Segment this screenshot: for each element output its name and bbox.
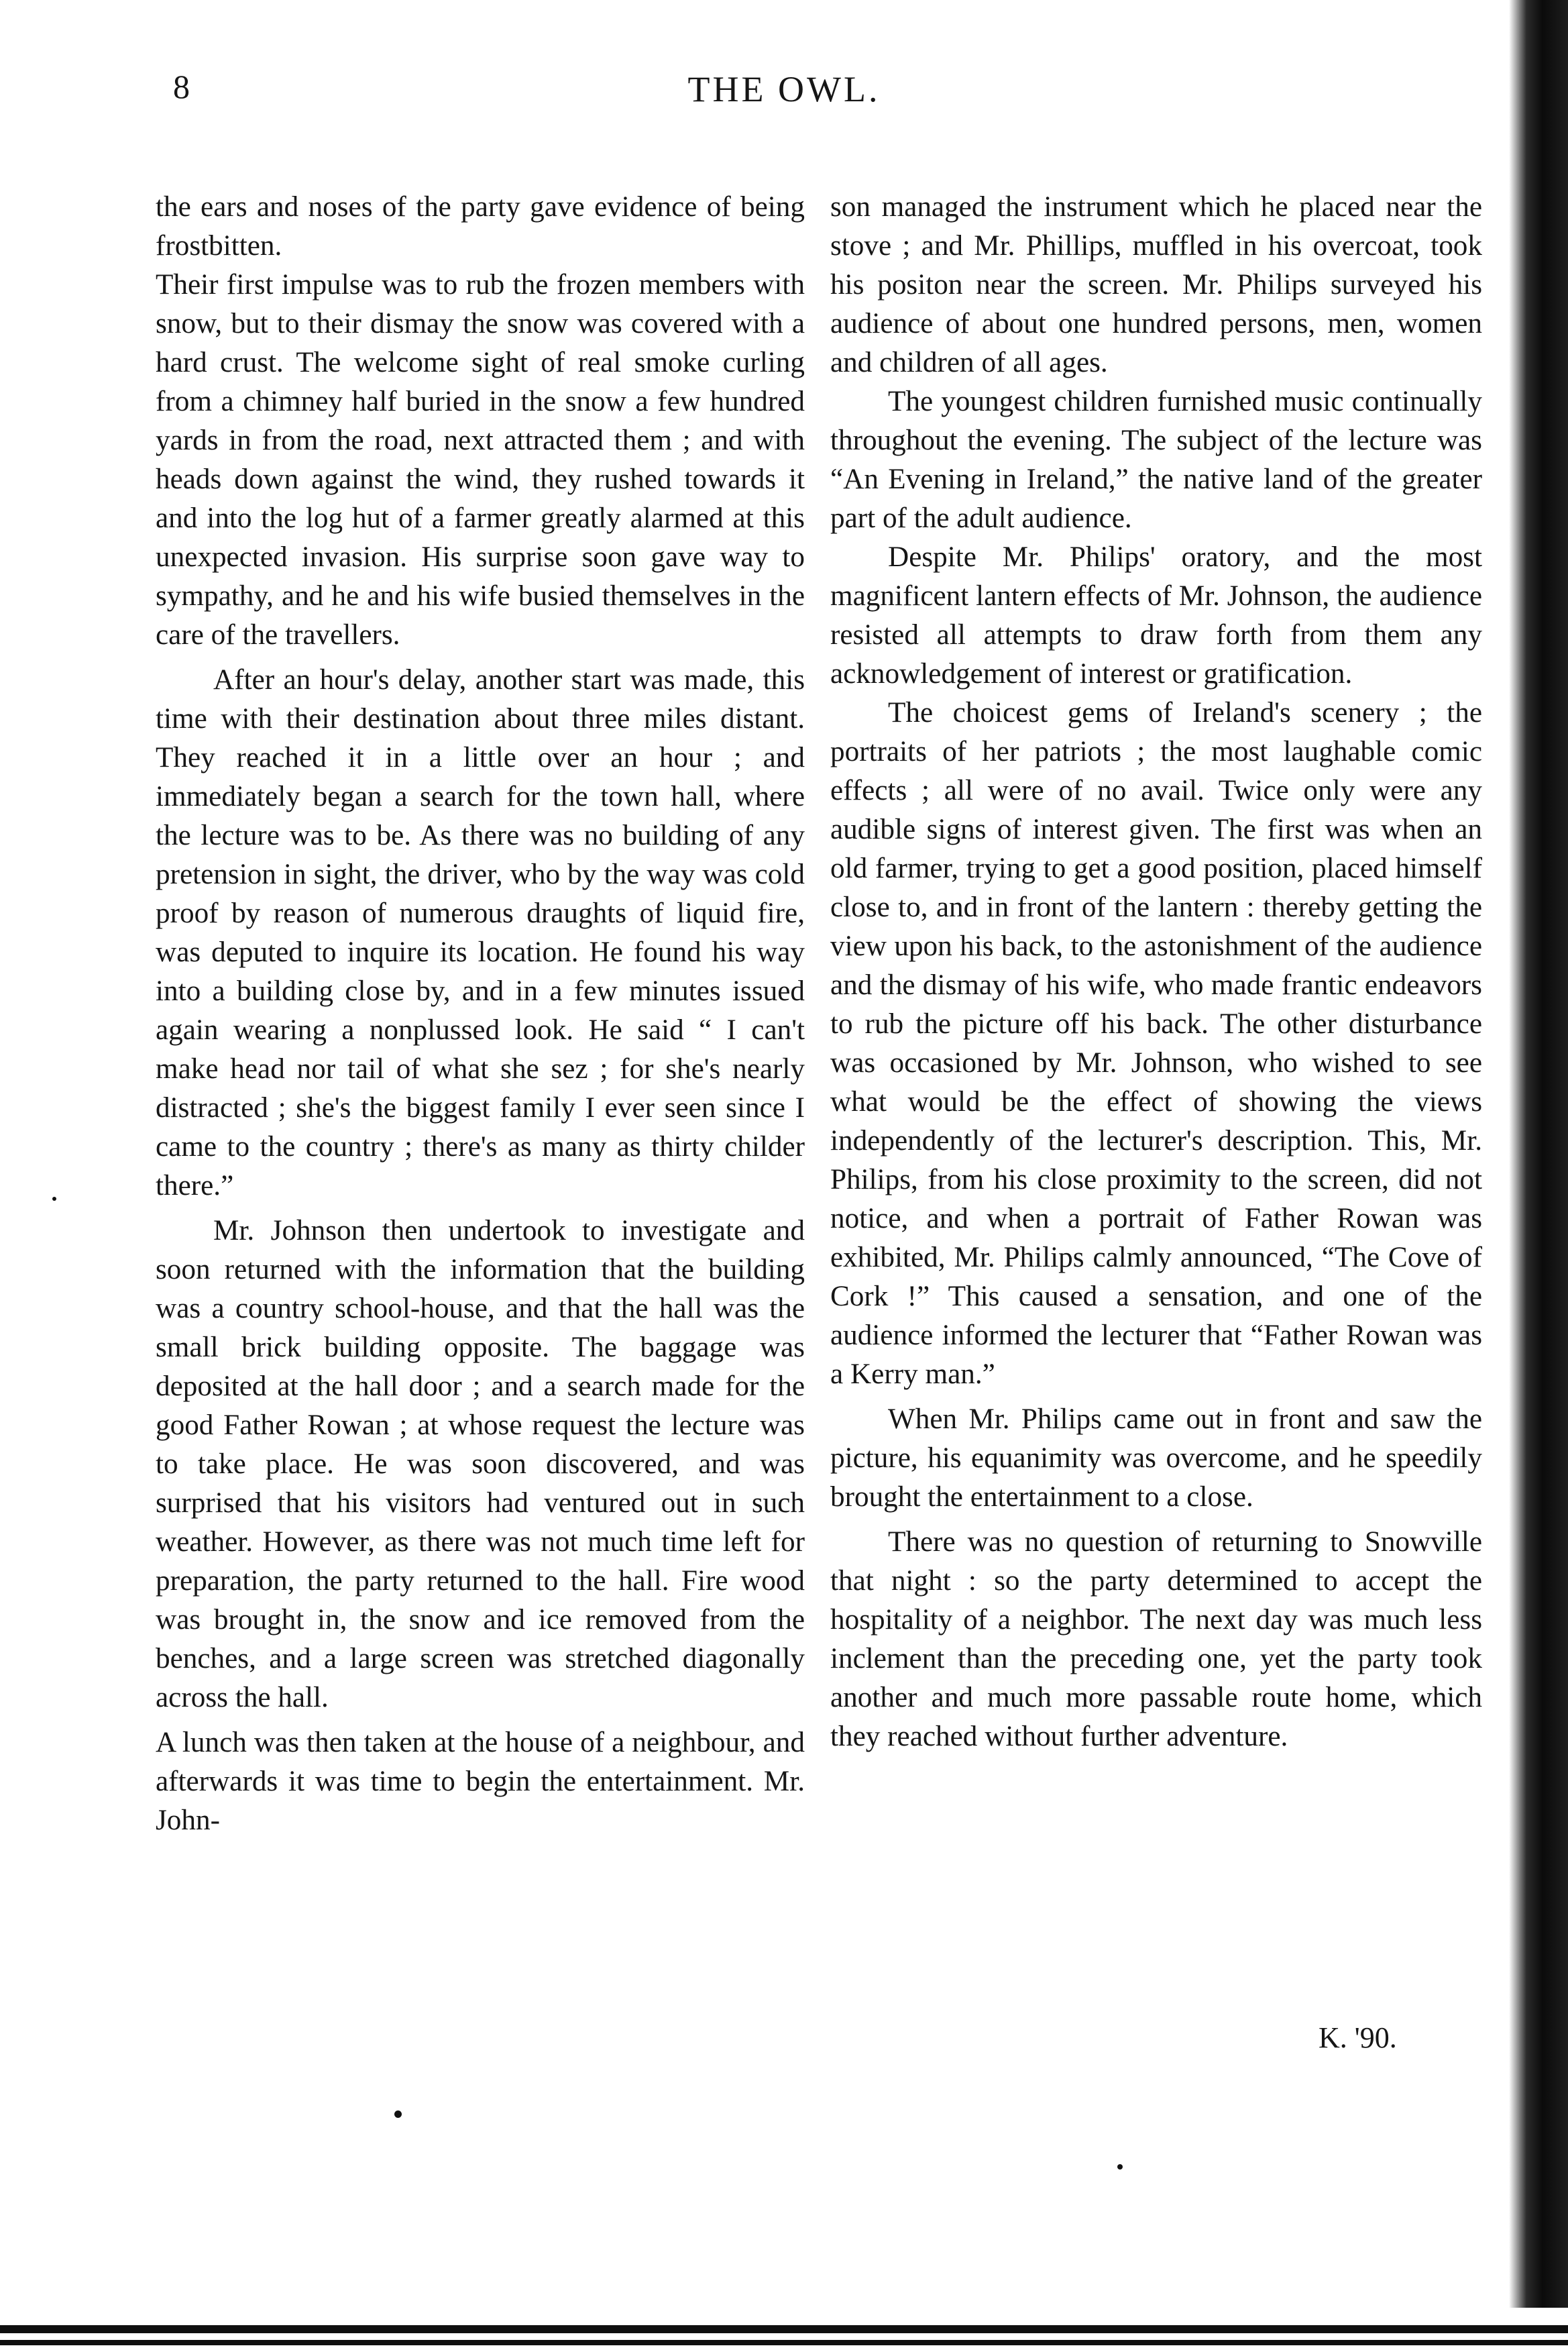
paragraph: the ears and noses of the party gave evidence of being frostbitten. <box>156 191 805 262</box>
page-edge-shadow <box>1509 0 1568 2308</box>
paragraph: Their first impulse was to rub the frozen members with snow, but to their dismay the snow was covered with a hard crust. The welcome sight of real smoke curling from a chimney half buried in the snow a few hundred yards in from the road, next attracted them ; and with heads down against the wind, they rushed towards it and into the log hut of a farmer greatly alarmed at this unexpected invasion. His surprise soon gave way to sympathy, and he and his wife busied themselves in the care of the travellers. <box>156 269 805 651</box>
paragraph: A lunch was then taken at the house of a neighbour, and afterwards it was time to begin the entertainment. Mr. John- <box>156 1727 805 1836</box>
paragraph: There was no question of returning to Snowville that night : so the party determined to accept the hospitality of a neighbor. The next day was much less inclement than the preceding one, yet the party took another and much more passable route home, which they reached without further adventure. <box>830 1526 1482 1752</box>
paragraph: Mr. Johnson then undertook to investigate and soon returned with the information that the building was a country school-house, and that the hall was the small brick building opposite. The baggage was deposited at the hall door ; and a search made for the good Father Rowan ; at whose request the lecture was to take place. He was soon discovered, and was surprised that his visitors had ventured out in such weather. However, as there was not much time left for preparation, the party returned to the hall. Fire wood was brought in, the snow and ice removed from the benches, and a large screen was stretched diagonally across the hall. <box>156 1215 805 1713</box>
page-number: 8 <box>173 68 190 105</box>
right-column <box>830 188 1482 1756</box>
author-signature: K. '90. <box>1319 2021 1397 2054</box>
paragraph: After an hour's delay, another start was made, this time with their destination about three miles distant. They reached it in a little over an hour ; and immediately began a search for the town hall, where the lecture was to be. As there was no building of any pretension in sight, the driver, who by the way was cold proof by reason of numerous draughts of liquid fire, was deputed to inquire its location. He found his way into a building close by, and in a few minutes issued again wearing a nonplussed look. He said “ I can't make head nor tail of what she sez ; for she's nearly distracted ; she's the biggest family I ever seen since I came to the country ; there's as many as thirty childer there.” <box>156 664 805 1201</box>
running-head-title: THE OWL. <box>687 69 881 109</box>
bottom-border <box>0 2325 1568 2333</box>
ink-speck <box>394 2110 402 2118</box>
paragraph: Despite Mr. Philips' oratory, and the most magnificent lantern effects of Mr. Johnson, the audience resisted all attempts to draw forth from them any acknowledgement of interest or gratification. <box>830 541 1482 690</box>
paragraph: son managed the instrument which he placed near the stove ; and Mr. Phillips, muffled in his overcoat, took his positon near the screen. Mr. Philips surveyed his audience of about one hundred persons, men, women and children of all ages. <box>830 191 1482 378</box>
left-column <box>156 188 805 1840</box>
paragraph: The youngest children furnished music continually throughout the evening. The subject of the lecture was “An Evening in Ireland,” the native land of the greater part of the adult audience. <box>830 386 1482 534</box>
bottom-border <box>0 2340 1568 2345</box>
ink-speck <box>52 1197 56 1201</box>
ink-speck <box>1117 2164 1123 2170</box>
paragraph: When Mr. Philips came out in front and saw the picture, his equanimity was overcome, and he speedily brought the entertainment to a close. <box>830 1403 1482 1513</box>
paragraph: The choicest gems of Ireland's scenery ; the portraits of her patriots ; the most laughable comic effects ; all were of no avail. Twice only were any audible signs of interest given. The first was when an old farmer, trying to get a good position, placed himself close to, and in front of the lantern : thereby getting the view upon his back, to the astonishment of the audience and the dismay of his wife, who made frantic endeavors to rub the picture off his back. The other disturbance was occasioned by Mr. Johnson, who wished to see what would be the effect of showing the views independently of the lecturer's description. This, Mr. Philips, from his close proximity to the screen, did not notice, and when a portrait of Father Rowan was exhibited, Mr. Philips calmly announced, “The Cove of Cork !” This caused a sensation, and one of the audience informed the lecturer that “Father Rowan was a Kerry man.” <box>830 697 1482 1390</box>
